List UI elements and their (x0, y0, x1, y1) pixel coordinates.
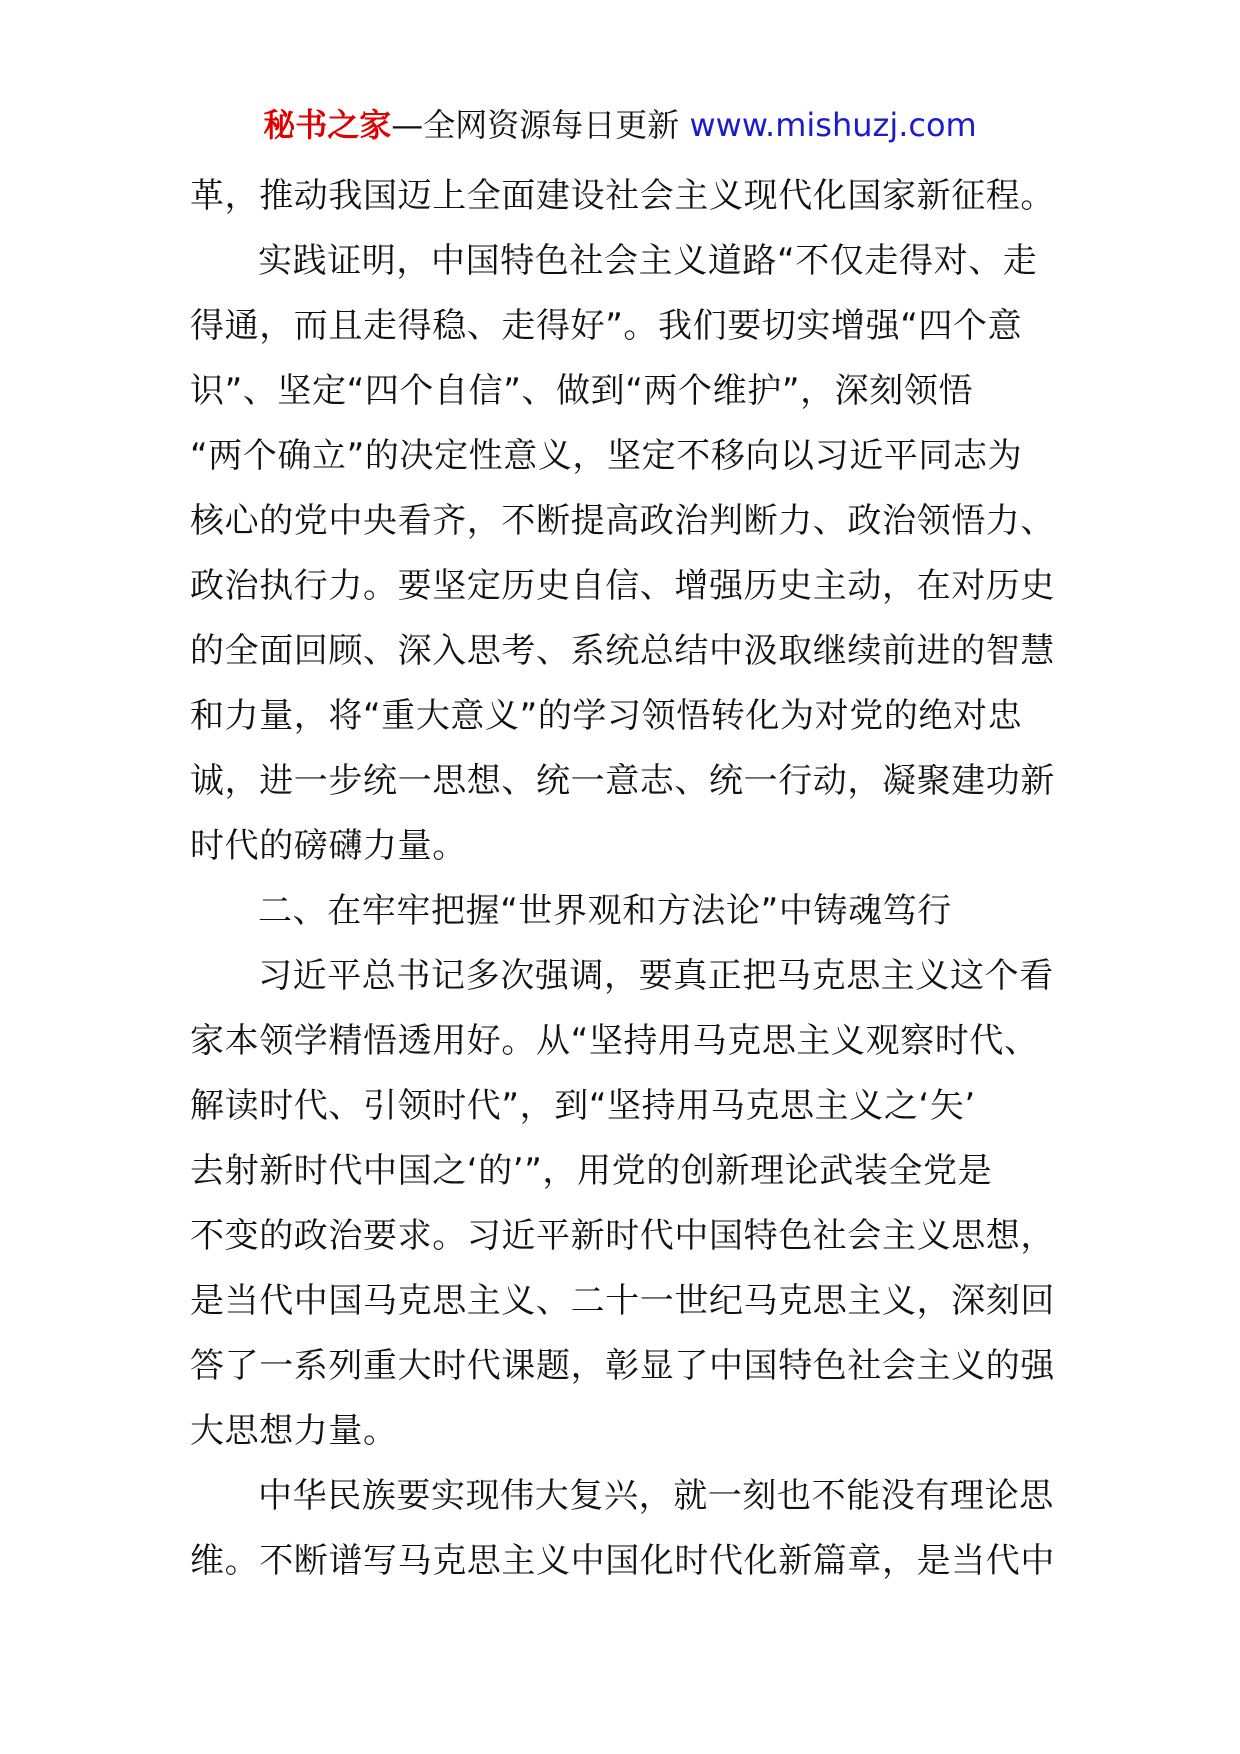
paragraph-start-line: 实践证明，中国特色社会主义道路“不仅走得对、走 (258, 241, 1038, 281)
text-line: 政治执行力。要坚定历史自信、增强历史主动，在对历史 (190, 566, 1055, 606)
paragraph-start-line: 中华民族要实现伟大复兴，就一刻也不能没有理论思 (258, 1476, 1054, 1516)
text-line: 得通，而且走得稳、走得好”。我们要切实增强“四个意 (190, 306, 1023, 346)
text-line: 诚，进一步统一思想、统一意志、统一行动，凝聚建功新 (190, 761, 1055, 801)
text-line: 去射新时代中国之‘的’”，用党的创新理论武装全党是 (190, 1151, 993, 1191)
header-slogan: —全网资源每日更新 (391, 106, 680, 144)
page-header (0, 100, 1240, 150)
text-line: 核心的党中央看齐，不断提高政治判断力、政治领悟力、 (190, 501, 1055, 541)
text-line: 解读时代、引领时代”，到“坚持用马克思主义之‘矢’ (190, 1086, 976, 1126)
paragraph-start-line: 习近平总书记多次强调，要真正把马克思主义这个看 (258, 956, 1054, 996)
text-line: 是当代中国马克思主义、二十一世纪马克思主义，深刻回 (190, 1281, 1055, 1321)
text-line: 革，推动我国迈上全面建设社会主义现代化国家新征程。 (190, 176, 1055, 216)
text-line: 的全面回顾、深入思考、系统总结中汲取继续前进的智慧 (190, 631, 1055, 671)
text-line: 大思想力量。 (190, 1411, 398, 1451)
text-line: 维。不断谱写马克思主义中国化时代化新篇章，是当代中 (190, 1541, 1055, 1581)
text-line: “两个确立”的决定性意义，坚定不移向以习近平同志为 (190, 436, 1023, 476)
header-brand: 秘书之家 (263, 106, 392, 144)
text-line: 家本领学精悟透用好。从“坚持用马克思主义观察时代、 (190, 1021, 1039, 1061)
header-url-link[interactable]: www.mishuzj.com (689, 106, 977, 144)
text-line: 识”、坚定“四个自信”、做到“两个维护”，深刻领悟 (190, 371, 974, 411)
text-line: 答了一系列重大时代课题，彰显了中国特色社会主义的强 (190, 1346, 1055, 1386)
document-body (190, 164, 1060, 1594)
section-heading: 二、在牢牢把握“世界观和方法论”中铸魂笃行 (258, 891, 952, 931)
text-line: 时代的磅礴力量。 (190, 826, 467, 866)
text-line: 不变的政治要求。习近平新时代中国特色社会主义思想， (190, 1216, 1055, 1256)
text-line: 和力量，将“重大意义”的学习领悟转化为对党的绝对忠 (190, 696, 1023, 736)
